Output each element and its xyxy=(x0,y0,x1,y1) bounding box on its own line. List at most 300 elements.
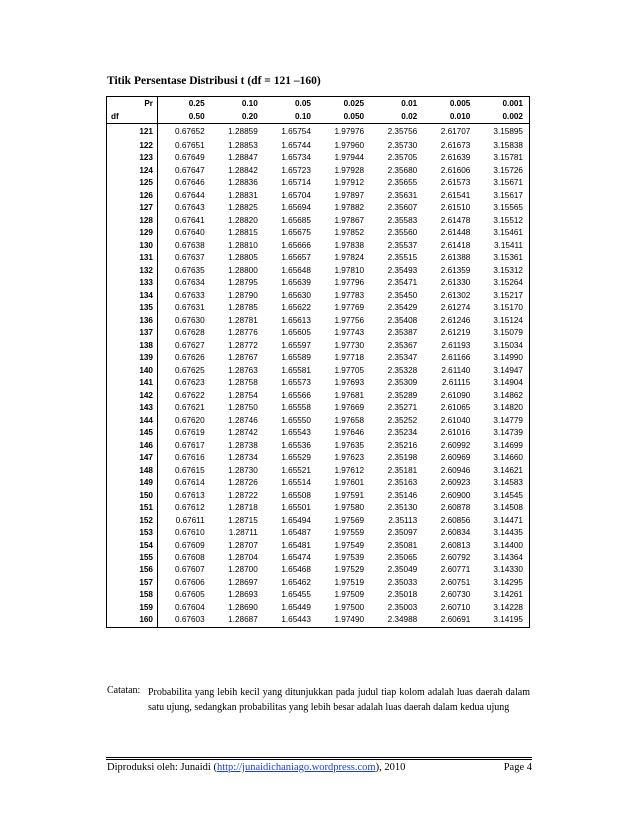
value-cell: 3.15124 xyxy=(493,315,523,325)
value-cell: 3.14660 xyxy=(493,453,523,463)
df-cell: 125 xyxy=(107,177,158,189)
table-row xyxy=(107,602,530,614)
df-cell: 133 xyxy=(107,277,158,289)
value-cell: 3.14400 xyxy=(493,540,523,550)
value-cell: 2.35537 xyxy=(387,240,418,250)
value-cell: 1.97623 xyxy=(334,453,365,463)
df-cell: 127 xyxy=(107,202,158,214)
value-cell: 2.60792 xyxy=(440,552,471,562)
value-cell: 3.14621 xyxy=(493,465,523,475)
value-cell: 1.97693 xyxy=(334,378,365,388)
value-cell: 1.65550 xyxy=(281,415,311,425)
df-cell: 136 xyxy=(107,315,158,327)
table-row xyxy=(107,277,530,289)
df-cell: 154 xyxy=(107,540,158,552)
value-cell: 1.97509 xyxy=(334,590,365,600)
footer-divider xyxy=(106,757,532,760)
value-cell: 0.67620 xyxy=(175,415,205,425)
value-cell: 1.97867 xyxy=(334,215,365,225)
table-row xyxy=(107,614,530,627)
value-cell: 3.14330 xyxy=(493,565,523,575)
table-row xyxy=(107,465,530,477)
table-row xyxy=(107,215,530,227)
df-cell: 121 xyxy=(107,124,158,141)
value-cell: 2.35631 xyxy=(387,190,418,200)
df-cell: 132 xyxy=(107,265,158,277)
value-cell: 1.65481 xyxy=(281,540,311,550)
value-cell: 1.65675 xyxy=(281,228,311,238)
value-cell: 1.65573 xyxy=(281,378,311,388)
value-cell: 3.14739 xyxy=(493,428,523,438)
df-cell: 160 xyxy=(107,614,158,627)
value-cell: 2.35271 xyxy=(387,403,418,413)
df-cell: 152 xyxy=(107,515,158,527)
value-cell: 1.28693 xyxy=(228,590,258,600)
value-cell: 1.65468 xyxy=(281,565,311,575)
value-cell: 1.28842 xyxy=(228,165,258,175)
value-cell: 2.35583 xyxy=(387,215,418,225)
table-body xyxy=(107,97,530,628)
value-cell: 2.60751 xyxy=(440,577,471,587)
df-cell: 137 xyxy=(107,327,158,339)
value-cell: 2.61359 xyxy=(440,265,471,275)
value-cell: 1.28715 xyxy=(228,515,258,525)
table-row xyxy=(107,327,530,339)
value-cell: 1.97944 xyxy=(334,153,365,163)
value-cell: 0.67611 xyxy=(175,515,205,525)
value-cell: 1.28758 xyxy=(228,378,258,388)
value-cell: 1.65536 xyxy=(281,440,311,450)
value-cell: 1.28754 xyxy=(228,390,258,400)
two-tail-header-cell: 0.10 xyxy=(264,110,317,124)
value-cell: 1.28772 xyxy=(228,340,258,350)
value-cell: 1.97976 xyxy=(334,127,365,136)
value-cell: 1.97718 xyxy=(334,353,365,363)
value-cell: 0.67604 xyxy=(175,602,205,612)
table-row xyxy=(107,290,530,302)
value-cell: 2.61573 xyxy=(440,178,471,188)
value-cell: 3.15034 xyxy=(493,340,523,350)
value-cell: 1.65685 xyxy=(281,215,311,225)
value-cell: 0.67606 xyxy=(175,577,205,587)
value-cell: 3.15838 xyxy=(493,141,523,150)
value-cell: 0.67619 xyxy=(175,428,205,438)
df-cell: 148 xyxy=(107,465,158,477)
value-cell: 0.67643 xyxy=(175,203,205,213)
value-cell: 0.67647 xyxy=(175,165,205,175)
value-cell: 0.67635 xyxy=(175,265,205,275)
value-cell: 0.67646 xyxy=(175,178,205,188)
value-cell: 2.35065 xyxy=(387,552,418,562)
value-cell: 0.67623 xyxy=(175,378,205,388)
value-cell: 1.65613 xyxy=(281,315,311,325)
value-cell: 1.97796 xyxy=(334,278,365,288)
two-tail-header-cell: 0.02 xyxy=(370,110,423,124)
value-cell: 2.61418 xyxy=(440,240,471,250)
table-row xyxy=(107,190,530,202)
value-cell: 2.35003 xyxy=(387,602,418,612)
value-cell: 1.97591 xyxy=(334,490,365,500)
value-cell: 1.65657 xyxy=(281,253,311,263)
value-cell: 0.67603 xyxy=(175,615,205,625)
value-cell: 1.97601 xyxy=(334,478,365,488)
value-cell: 2.35181 xyxy=(387,465,418,475)
t-distribution-table xyxy=(106,96,530,628)
value-cell: 1.65581 xyxy=(281,365,311,375)
value-cell: 2.61707 xyxy=(440,127,471,136)
value-cell: 2.60710 xyxy=(440,602,471,612)
value-cell: 0.67640 xyxy=(175,228,205,238)
two-tail-header-row xyxy=(107,110,530,124)
value-cell: 1.97681 xyxy=(334,390,365,400)
value-cell: 3.14990 xyxy=(493,353,523,363)
footer-prefix: Diproduksi oleh: Junaidi ( xyxy=(107,762,217,773)
value-cell: 2.35680 xyxy=(387,165,418,175)
value-cell: 1.28859 xyxy=(228,127,258,136)
value-cell: 2.60969 xyxy=(440,453,471,463)
value-cell: 1.65566 xyxy=(281,390,311,400)
df-cell: 150 xyxy=(107,490,158,502)
value-cell: 2.35705 xyxy=(387,153,418,163)
value-cell: 1.65630 xyxy=(281,290,311,300)
value-cell: 1.97580 xyxy=(334,503,365,513)
df-cell: 122 xyxy=(107,140,158,152)
value-cell: 1.28711 xyxy=(228,528,258,538)
value-cell: 1.28722 xyxy=(228,490,258,500)
value-cell: 1.65443 xyxy=(281,615,311,625)
table-row xyxy=(107,265,530,277)
note-text: Probabilita yang lebih kecil yang ditunjukkan pada judul tiap kolom adalah luas daerah dalam satu ujung, sedangkan probabilitas yang lebih besar adalah luas daerah dalam kedua ujung xyxy=(148,687,530,713)
value-cell: 0.67614 xyxy=(175,478,205,488)
table-row xyxy=(107,552,530,564)
table-row xyxy=(107,240,530,252)
value-cell: 1.28704 xyxy=(228,552,258,562)
value-cell: 1.97519 xyxy=(334,577,365,587)
value-cell: 2.35756 xyxy=(387,127,418,136)
value-cell: 0.67644 xyxy=(175,190,205,200)
value-cell: 2.34988 xyxy=(387,615,418,625)
value-cell: 1.97838 xyxy=(334,240,365,250)
value-cell: 2.61448 xyxy=(440,228,471,238)
value-cell: 1.28800 xyxy=(228,265,258,275)
table-row xyxy=(107,564,530,576)
value-cell: 1.97743 xyxy=(334,328,365,338)
value-cell: 0.67617 xyxy=(175,440,205,450)
value-cell: 1.65734 xyxy=(281,153,311,163)
value-cell: 3.14583 xyxy=(493,478,523,488)
value-cell: 3.15170 xyxy=(493,303,523,313)
value-cell: 1.28734 xyxy=(228,453,258,463)
table-row xyxy=(107,315,530,327)
value-cell: 1.65694 xyxy=(281,203,311,213)
df-cell: 145 xyxy=(107,427,158,439)
value-cell: 1.28795 xyxy=(228,278,258,288)
value-cell: 1.65648 xyxy=(281,265,311,275)
value-cell: 2.35408 xyxy=(387,315,418,325)
value-cell: 3.15895 xyxy=(493,127,523,136)
value-cell: 0.67609 xyxy=(175,540,205,550)
table-row xyxy=(107,452,530,464)
value-cell: 1.97769 xyxy=(334,303,365,313)
value-cell: 0.67610 xyxy=(175,528,205,538)
table-row xyxy=(107,415,530,427)
value-cell: 1.28746 xyxy=(228,415,258,425)
value-cell: 2.60691 xyxy=(440,615,471,625)
value-cell: 2.35163 xyxy=(387,478,418,488)
two-tail-header-cell: 0.20 xyxy=(211,110,264,124)
value-cell: 1.65487 xyxy=(281,528,311,538)
table-row xyxy=(107,352,530,364)
value-cell: 2.61274 xyxy=(440,303,471,313)
df-cell: 153 xyxy=(107,527,158,539)
table-row xyxy=(107,165,530,177)
value-cell: 3.14904 xyxy=(493,378,523,388)
df-cell: 134 xyxy=(107,290,158,302)
value-cell: 1.97549 xyxy=(334,540,365,550)
table-row xyxy=(107,477,530,489)
df-cell: 124 xyxy=(107,165,158,177)
value-cell: 2.35655 xyxy=(387,178,418,188)
value-cell: 0.67627 xyxy=(175,340,205,350)
value-cell: 0.67621 xyxy=(175,403,205,413)
df-cell: 131 xyxy=(107,252,158,264)
value-cell: 3.15781 xyxy=(493,153,523,163)
value-cell: 1.65521 xyxy=(281,465,311,475)
value-cell: 1.97912 xyxy=(334,178,365,188)
value-cell: 2.35328 xyxy=(387,365,418,375)
value-cell: 1.28690 xyxy=(228,602,258,612)
value-cell: 0.67616 xyxy=(175,453,205,463)
df-cell: 126 xyxy=(107,190,158,202)
value-cell: 2.35730 xyxy=(387,141,418,150)
value-cell: 3.15617 xyxy=(493,190,523,200)
value-cell: 1.97658 xyxy=(334,415,365,425)
value-cell: 1.97852 xyxy=(334,228,365,238)
value-cell: 2.35309 xyxy=(387,378,418,388)
value-cell: 3.15726 xyxy=(493,165,523,175)
value-cell: 0.67612 xyxy=(175,503,205,513)
pr-header-cell: 0.10 xyxy=(241,99,258,108)
value-cell: 2.60946 xyxy=(440,465,471,475)
df-cell: 138 xyxy=(107,340,158,352)
table-row xyxy=(107,152,530,164)
table-row xyxy=(107,589,530,601)
value-cell: 2.60856 xyxy=(440,515,471,525)
value-cell: 1.65605 xyxy=(281,328,311,338)
table-row xyxy=(107,377,530,389)
value-cell: 1.65754 xyxy=(281,127,311,136)
value-cell: 2.60923 xyxy=(440,478,471,488)
value-cell: 0.67622 xyxy=(175,390,205,400)
value-cell: 2.35146 xyxy=(387,490,418,500)
value-cell: 3.15671 xyxy=(493,178,523,188)
value-cell: 1.65474 xyxy=(281,552,311,562)
value-cell: 2.61330 xyxy=(440,278,471,288)
value-cell: 2.61040 xyxy=(440,415,471,425)
pr-header-cell: 0.25 xyxy=(188,99,205,108)
value-cell: 1.65449 xyxy=(281,602,311,612)
value-cell: 0.67634 xyxy=(175,278,205,288)
value-cell: 3.15411 xyxy=(494,240,523,250)
value-cell: 1.65744 xyxy=(281,141,311,150)
value-cell: 3.14435 xyxy=(493,528,523,538)
value-cell: 1.97490 xyxy=(334,615,365,625)
value-cell: 1.28750 xyxy=(228,403,258,413)
value-cell: 1.28763 xyxy=(228,365,258,375)
value-cell: 0.67638 xyxy=(175,240,205,250)
df-cell: 142 xyxy=(107,390,158,402)
value-cell: 3.14545 xyxy=(493,490,523,500)
value-cell: 2.35347 xyxy=(387,353,418,363)
value-cell: 1.65462 xyxy=(281,577,311,587)
value-cell: 1.28805 xyxy=(228,253,258,263)
value-cell: 2.61388 xyxy=(440,253,471,263)
value-cell: 1.28707 xyxy=(228,540,258,550)
value-cell: 1.97539 xyxy=(334,552,365,562)
table-row xyxy=(107,365,530,377)
value-cell: 0.67651 xyxy=(175,141,205,150)
table-row xyxy=(107,577,530,589)
value-cell: 2.35560 xyxy=(387,228,418,238)
table-row xyxy=(107,140,530,152)
value-cell: 1.97882 xyxy=(334,203,365,213)
value-cell: 0.67607 xyxy=(175,565,205,575)
value-cell: 1.28767 xyxy=(228,353,258,363)
value-cell: 1.97500 xyxy=(334,602,365,612)
table-row xyxy=(107,427,530,439)
value-cell: 3.14820 xyxy=(493,403,523,413)
value-cell: 0.67605 xyxy=(175,590,205,600)
value-cell: 1.97897 xyxy=(334,190,365,200)
value-cell: 1.97635 xyxy=(334,440,365,450)
value-cell: 2.61065 xyxy=(440,403,471,413)
value-cell: 0.67652 xyxy=(175,127,205,136)
value-cell: 3.14228 xyxy=(493,602,523,612)
value-cell: 1.65455 xyxy=(281,590,311,600)
page-number: Page 4 xyxy=(503,762,532,773)
pr-header-cell: 0.01 xyxy=(401,99,418,108)
value-cell: 3.14471 xyxy=(493,515,523,525)
value-cell: 2.35018 xyxy=(387,590,418,600)
value-cell: 1.97669 xyxy=(334,403,365,413)
df-cell: 140 xyxy=(107,365,158,377)
value-cell: 2.35033 xyxy=(387,577,418,587)
value-cell: 1.97756 xyxy=(334,315,365,325)
value-cell: 1.65543 xyxy=(281,428,311,438)
value-cell: 1.28776 xyxy=(228,328,258,338)
value-cell: 0.67625 xyxy=(175,365,205,375)
value-cell: 2.35607 xyxy=(387,203,418,213)
pr-header-row xyxy=(107,97,530,111)
value-cell: 1.97705 xyxy=(334,365,365,375)
value-cell: 0.67626 xyxy=(175,353,205,363)
value-cell: 2.61510 xyxy=(440,203,471,213)
value-cell: 2.61302 xyxy=(440,290,471,300)
two-tail-header-cell: 0.050 xyxy=(317,110,370,124)
value-cell: 2.35198 xyxy=(387,453,418,463)
df-cell: 144 xyxy=(107,415,158,427)
value-cell: 3.15217 xyxy=(493,290,523,300)
value-cell: 1.65558 xyxy=(281,403,311,413)
value-cell: 1.65501 xyxy=(281,503,311,513)
df-cell: 143 xyxy=(107,402,158,414)
table-row xyxy=(107,402,530,414)
value-cell: 0.67631 xyxy=(175,303,205,313)
df-cell: 149 xyxy=(107,477,158,489)
value-cell: 1.28718 xyxy=(228,503,258,513)
value-cell: 1.28700 xyxy=(228,565,258,575)
value-cell: 2.61541 xyxy=(440,190,471,200)
two-tail-header-cell: 0.002 xyxy=(476,110,529,124)
table-row xyxy=(107,124,530,141)
value-cell: 1.28790 xyxy=(228,290,258,300)
value-cell: 1.97810 xyxy=(334,265,365,275)
pr-label: Pr xyxy=(107,97,158,111)
df-cell: 130 xyxy=(107,240,158,252)
footer-link[interactable]: http://junaidichaniago.wordpress.com xyxy=(216,762,376,773)
value-cell: 2.61673 xyxy=(440,141,471,150)
value-cell: 3.14295 xyxy=(493,577,523,587)
value-cell: 0.67637 xyxy=(175,253,205,263)
table-row xyxy=(107,227,530,239)
value-cell: 2.35429 xyxy=(387,303,418,313)
value-cell: 3.14862 xyxy=(493,390,523,400)
table-row xyxy=(107,502,530,514)
value-cell: 2.35081 xyxy=(387,540,418,550)
value-cell: 2.61115 xyxy=(441,378,471,388)
value-cell: 1.97569 xyxy=(334,515,365,525)
value-cell: 1.28815 xyxy=(228,228,258,238)
value-cell: 1.65639 xyxy=(281,278,311,288)
table-row xyxy=(107,440,530,452)
table-row xyxy=(107,527,530,539)
value-cell: 3.14779 xyxy=(493,415,523,425)
value-cell: 3.15565 xyxy=(493,203,523,213)
value-cell: 1.28810 xyxy=(228,240,258,250)
df-cell: 146 xyxy=(107,440,158,452)
value-cell: 3.15312 xyxy=(493,265,523,275)
value-cell: 0.67628 xyxy=(175,328,205,338)
value-cell: 1.97824 xyxy=(334,253,365,263)
value-cell: 2.61016 xyxy=(440,428,471,438)
value-cell: 1.65508 xyxy=(281,490,311,500)
value-cell: 3.14699 xyxy=(493,440,523,450)
df-cell: 135 xyxy=(107,302,158,314)
value-cell: 1.65494 xyxy=(281,515,311,525)
value-cell: 1.97730 xyxy=(334,340,365,350)
pr-header-cell: 0.005 xyxy=(449,99,471,108)
table-row xyxy=(107,540,530,552)
value-cell: 1.28726 xyxy=(228,478,258,488)
value-cell: 0.67633 xyxy=(175,290,205,300)
value-cell: 2.61606 xyxy=(440,165,471,175)
pr-header-cell: 0.025 xyxy=(343,99,365,108)
value-cell: 1.65589 xyxy=(281,353,311,363)
value-cell: 2.35471 xyxy=(387,278,418,288)
value-cell: 2.35049 xyxy=(387,565,418,575)
value-cell: 2.60813 xyxy=(440,540,471,550)
table-row xyxy=(107,177,530,189)
value-cell: 1.65529 xyxy=(281,453,311,463)
df-cell: 159 xyxy=(107,602,158,614)
value-cell: 1.97559 xyxy=(334,528,365,538)
value-cell: 2.35130 xyxy=(387,503,418,513)
df-cell: 158 xyxy=(107,589,158,601)
value-cell: 2.61166 xyxy=(441,353,471,363)
df-cell: 128 xyxy=(107,215,158,227)
df-label: df xyxy=(107,110,158,124)
value-cell: 1.97612 xyxy=(334,465,365,475)
